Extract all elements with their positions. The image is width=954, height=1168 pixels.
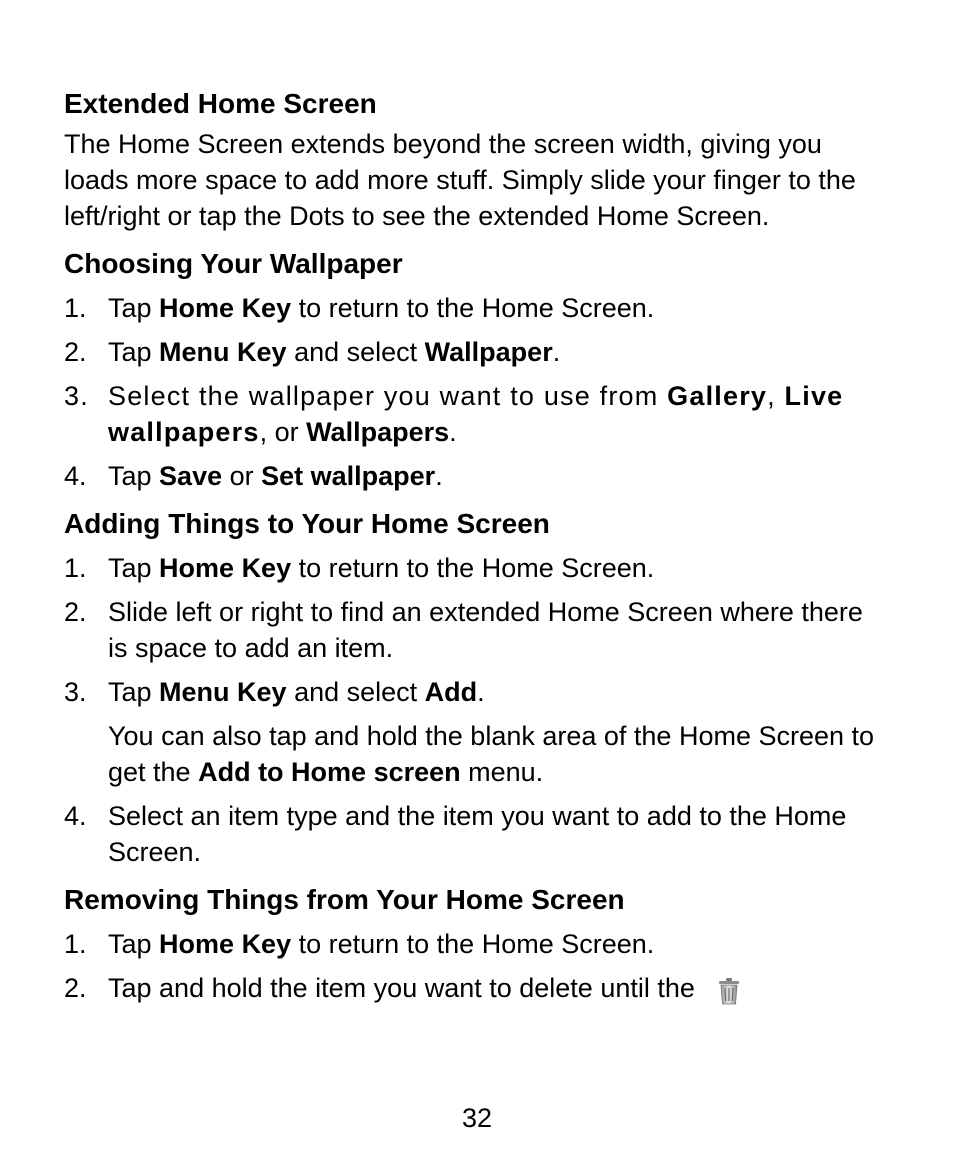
step-number: 4. <box>64 461 87 491</box>
step-bold-term: Home Key <box>159 553 292 583</box>
step-text: , or <box>259 417 307 447</box>
list-item <box>64 970 884 1014</box>
step-bold-term: Wallpaper <box>424 337 553 367</box>
heading-extended-home-screen: Extended Home Screen <box>64 88 377 119</box>
step-text: . <box>435 461 443 491</box>
step-text: or <box>222 461 262 491</box>
list-item <box>64 378 884 450</box>
step-bold-term: Set wallpaper <box>261 461 436 491</box>
step-bold-term: Save <box>159 461 223 491</box>
note-bold-term: Add to Home screen <box>198 757 461 787</box>
step-number: 3. <box>64 381 89 411</box>
step-text: Tap <box>108 553 160 583</box>
step-number: 2. <box>64 597 87 627</box>
step-text: Tap <box>108 337 160 367</box>
step-text: Select the wallpaper you want to use from <box>108 381 668 411</box>
note-text: menu. <box>460 757 544 787</box>
list-item <box>64 290 884 326</box>
step-text: and select <box>286 677 425 707</box>
step-number: 1. <box>64 293 87 323</box>
step-text: Select an item type and the item you want to add to the Home Screen. <box>108 801 847 867</box>
step-number: 2. <box>64 973 87 1003</box>
step-text: Tap <box>108 461 160 491</box>
heading-adding-things: Adding Things to Your Home Screen <box>64 508 550 539</box>
step-bold-term: Live wallpapers <box>108 381 844 447</box>
manual-page <box>64 86 884 1014</box>
step-note <box>108 718 884 790</box>
step-text: . <box>477 677 485 707</box>
step-text: Tap <box>108 929 160 959</box>
list-item <box>64 798 884 870</box>
step-text: and select <box>286 337 425 367</box>
step-bold-term: Add <box>424 677 478 707</box>
list-item <box>64 550 884 586</box>
list-item <box>64 674 884 790</box>
step-number: 1. <box>64 553 87 583</box>
step-text: to return to the Home Screen. <box>291 553 655 583</box>
list-item <box>64 926 884 962</box>
extended-home-screen-paragraph: The Home Screen extends beyond the screen width, giving you loads more space to add more stuff. Simply slide your finger to the left/right or tap the Dots to see the extended Home Screen. <box>64 129 856 231</box>
step-number: 3. <box>64 677 87 707</box>
step-bold-term: Home Key <box>159 293 292 323</box>
heading-removing-things: Removing Things from Your Home Screen <box>64 884 625 915</box>
step-number: 1. <box>64 929 87 959</box>
step-bold-term: Gallery <box>667 381 768 411</box>
step-text: Slide left or right to find an extended Home Screen where there is space to add an item. <box>108 597 863 663</box>
heading-choosing-wallpaper: Choosing Your Wallpaper <box>64 248 403 279</box>
step-text: , <box>767 381 785 411</box>
step-text: Tap <box>108 677 160 707</box>
step-bold-term: Menu Key <box>159 337 287 367</box>
wallpaper-steps-list <box>64 290 884 494</box>
step-text: to return to the Home Screen. <box>291 929 655 959</box>
step-bold-term: Menu Key <box>159 677 287 707</box>
page-number: 32 <box>461 1103 493 1133</box>
removing-steps-list <box>64 926 884 1014</box>
trash-icon <box>717 977 741 1014</box>
step-bold-term: Home Key <box>159 929 292 959</box>
step-number: 2. <box>64 337 87 367</box>
adding-steps-list <box>64 550 884 870</box>
step-text: Tap <box>108 293 160 323</box>
step-text: . <box>552 337 561 367</box>
step-text: Tap and hold the item you want to delete until the <box>108 973 695 1003</box>
list-item <box>64 334 884 370</box>
step-number: 4. <box>64 801 87 831</box>
note-text: You can also tap and hold the blank area of the Home Screen to get the <box>108 721 875 787</box>
step-bold-term: Wallpapers <box>306 417 450 447</box>
step-text: to return to the Home Screen. <box>291 293 655 323</box>
step-text: . <box>449 417 458 447</box>
list-item <box>64 594 884 666</box>
list-item <box>64 458 884 494</box>
